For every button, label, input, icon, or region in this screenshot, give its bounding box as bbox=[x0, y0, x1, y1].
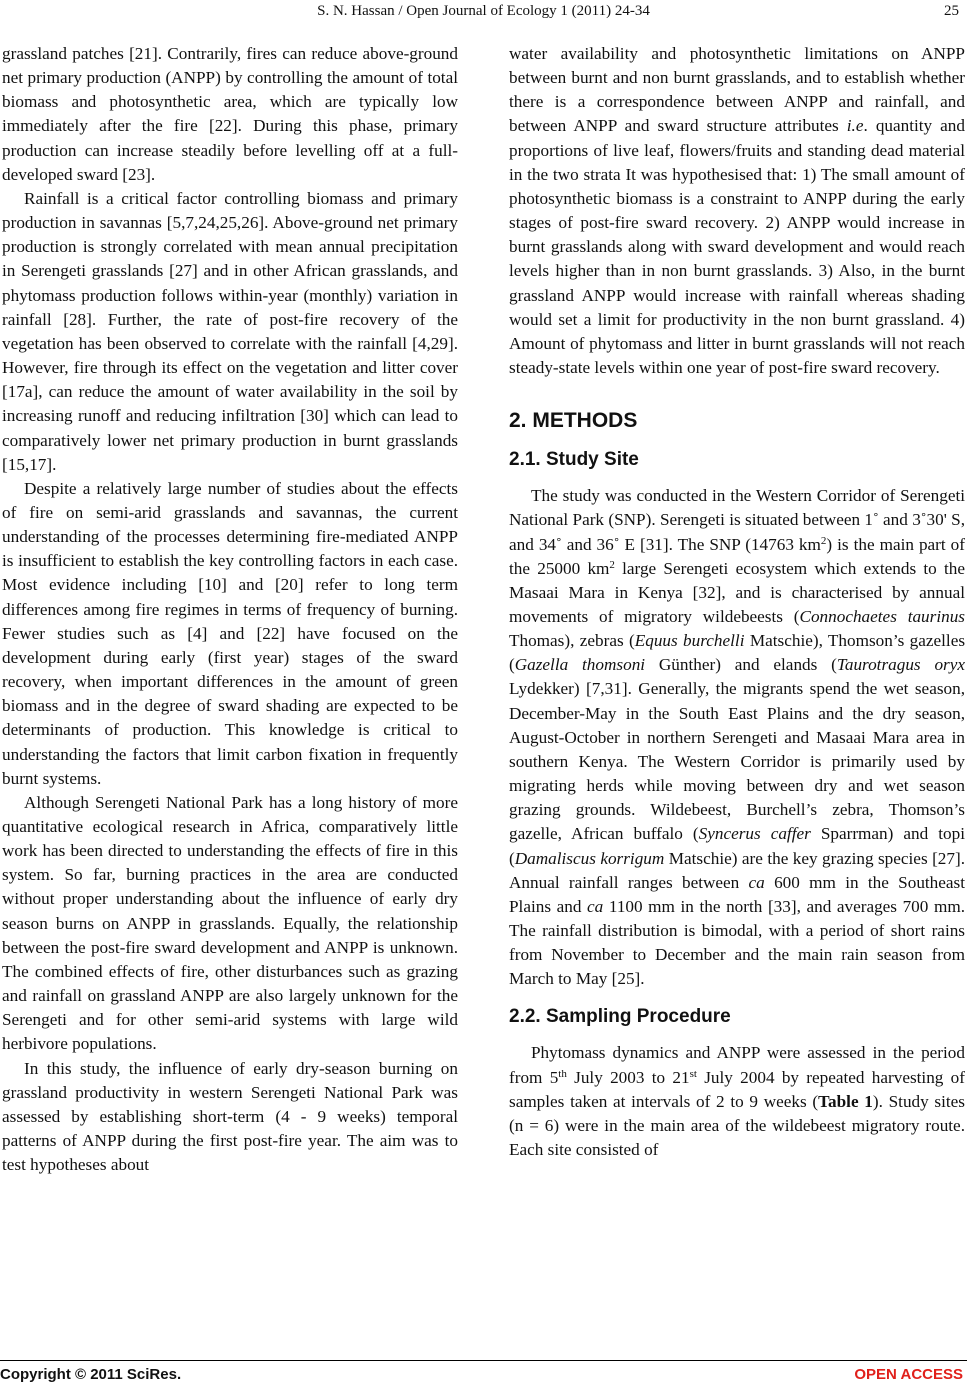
text-span: 1100 mm in the north [33], and averages 700 mm. The rainfall distribution is bimodal, with a period of short rains from November to December and the main rain season from March to May [25]. bbox=[509, 896, 965, 989]
heading-study-site: 2.1. Study Site bbox=[509, 449, 639, 471]
text-span: 600 mm in the Southeast Plains and bbox=[509, 872, 965, 916]
text-span: Sparrman) and topi ( bbox=[509, 824, 965, 868]
text-span: July 2003 to 21 bbox=[566, 1067, 690, 1087]
italic-ie: i.e bbox=[846, 116, 864, 136]
left-paragraph-3: Despite a relatively large number of studies about the effects of fire on semi-arid grasslands and savannas, the current understanding of the processes determining fire-mediated ANPP is insufficient to establish the key controlling factors in each case. Most evidence including [10] and [20] refer to long term differences among fire regimes in terms of frequency of burning. Fewer studies such as [4] and [22] have focused on the development during early (first year) stages of the sward recovery, when important differences in the amount of green biomass and in the degree of sward shading are expected to be determinants of production. This knowledge is critical to understanding the factors that limit carbon fixation in frequently burnt systems. bbox=[2, 478, 458, 788]
text-span: ) is the main part of the 25000 km bbox=[509, 534, 966, 578]
text-span: July 2004 by repeated harvesting of samples taken at intervals of 2 to 9 weeks ( bbox=[509, 1067, 965, 1111]
species-name: Damaliscus korrigum bbox=[514, 848, 665, 868]
superscript: st bbox=[689, 1067, 697, 1080]
text-span: The study was conducted in the Western Corridor of Serengeti National Park (SNP). Serengeti is situated between 1˚ and 3˚30' S, and 34˚ and 36˚ E [31]. The SNP (14763 km bbox=[509, 486, 965, 554]
text-span: Matschie) are the key grazing species [27]. Annual rainfall ranges between bbox=[509, 848, 965, 892]
superscript: 2 bbox=[609, 558, 615, 571]
species-name: Syncerus caffer bbox=[698, 824, 811, 844]
left-paragraph-1: grassland patches [21]. Contrarily, fires can reduce above-ground net primary production (ANPP) by controlling the amount of total biomass and photosynthetic area, which are typically low immediately after the fire [22]. During this phase, primary production can increase steadily before levelling off at a full-developed sward [23]. bbox=[2, 44, 458, 184]
text-span: water availability and photosynthetic limitations on ANPP between burnt and non burnt grasslands, and to establish whether there is a correspondence between ANPP and rainfall, and between ANPP and sward structure attributes bbox=[509, 44, 965, 136]
superscript: th bbox=[558, 1067, 567, 1080]
species-name: Connochaetes taurinus bbox=[799, 606, 965, 626]
left-paragraph-5: In this study, the influence of early dry-season burning on grassland productivity in western Serengeti National Park was assessed by establishing short-term (4 - 9 weeks) temporal patterns of ANPP during the first post-fire year. The aim was to test hypotheses about bbox=[2, 1058, 458, 1175]
page-header bbox=[0, 0, 967, 24]
left-paragraph-2: Rainfall is a critical factor controlling biomass and primary production in savannas [5,7,24,25,26]. Above-ground net primary production is strongly correlated with mean annual precipitation in Serengeti grasslands [27] and in other African grasslands, and phytomass production follows within-year (monthly) variation in rainfall [28]. Further, the rate of post-fire recovery of the vegetation has been observed to correlate with the rainfall [4,29]. However, fire through its effect on the vegetation and litter cover [17a], can reduce the amount of water availability in the soil by increasing runoff and reducing infiltration [30] which can lead to comparatively lower net primary production in burnt grasslands [15,17]. bbox=[2, 188, 458, 474]
species-name: Equus burchelli bbox=[634, 631, 745, 651]
footer-open-access: OPEN ACCESS bbox=[854, 1366, 963, 1383]
footer-copyright: Copyright © 2011 SciRes. bbox=[0, 1366, 182, 1383]
text-span: Lydekker) [7,31]. Generally, the migrants spend the wet season, December-May in the South East Plains and the dry season, August-October in northern Serengeti and Masaai Mara area in southern Kenya. The Western Corridor is primarily used by migrating herds while moving between dry and wet season grazing grounds. Wildebeest, Burchell’s zebra, Thomson’s gazelle, African buffalo ( bbox=[509, 679, 965, 844]
left-column bbox=[2, 42, 458, 1177]
right-column bbox=[509, 42, 965, 1162]
text-span: ). Study sites (n = 6) were in the main area of the wildebeest migratory route. Each site consisted of bbox=[509, 1091, 965, 1160]
text-span: Phytomass dynamics and ANPP were assessed in the period from 5 bbox=[509, 1043, 965, 1087]
running-head: S. N. Hassan / Open Journal of Ecology 1 (2011) 24-34 bbox=[317, 3, 650, 19]
species-name: Taurotragus oryx bbox=[836, 655, 965, 675]
table-reference: Table 1 bbox=[818, 1091, 873, 1111]
text-span: Matschie), Thomson’s gazelles ( bbox=[509, 631, 966, 675]
sampling-paragraph bbox=[509, 1041, 965, 1162]
text-span: large Serengeti ecosystem which extends to the Masaai Mara in Kenya [32], and is characterised by annual movements of migratory wildebeests ( bbox=[509, 558, 965, 626]
right-paragraph-1 bbox=[509, 42, 965, 380]
heading-methods: 2. METHODS bbox=[509, 409, 638, 433]
footer-rule bbox=[0, 1360, 967, 1361]
italic-ca: ca bbox=[748, 872, 765, 892]
italic-ca: ca bbox=[587, 896, 604, 916]
page-number: 25 bbox=[944, 3, 959, 19]
heading-sampling-procedure: 2.2. Sampling Procedure bbox=[509, 1006, 731, 1028]
superscript: 2 bbox=[820, 534, 827, 547]
study-site-paragraph bbox=[509, 484, 965, 991]
text-span: Günther) and elands ( bbox=[645, 655, 837, 675]
text-span: Thomas), zebras ( bbox=[509, 631, 635, 651]
left-paragraph-4: Although Serengeti National Park has a long history of more quantitative ecological research in Africa, comparatively little work has been directed to understanding the effects of fire in this system. So far, burning practices in the area are conducted without proper understanding about the influence of early dry season burns on ANPP in grasslands. Equally, the relationship between the post-fire sward development and ANPP is unknown. The combined effects of fire, other disturbances such as grazing and rainfall on grassland ANPP are also largely unknown for the Serengeti and for other semi-arid systems with large wild herbivore populations. bbox=[2, 792, 458, 1054]
text-span: . quantity and proportions of live leaf, flowers/fruits and standing dead material in the two strata It was hypothesised that: 1) The small amount of photosynthetic biomass is a constraint to ANPP during the early stages of post-fire sward recovery. 2) ANPP would increase in burnt grasslands along with sward development and would reach levels higher than in non burnt grasslands. 3) Also, in the burnt grassland ANPP would increase with rainfall whereas shading would set a limit for productivity in the non burnt grassland. 4) Amount of phytomass and litter in burnt grasslands will not reach steady-state levels within one year of post-fire sward recovery. bbox=[509, 116, 965, 378]
species-name: Gazella thomsoni bbox=[514, 655, 646, 675]
